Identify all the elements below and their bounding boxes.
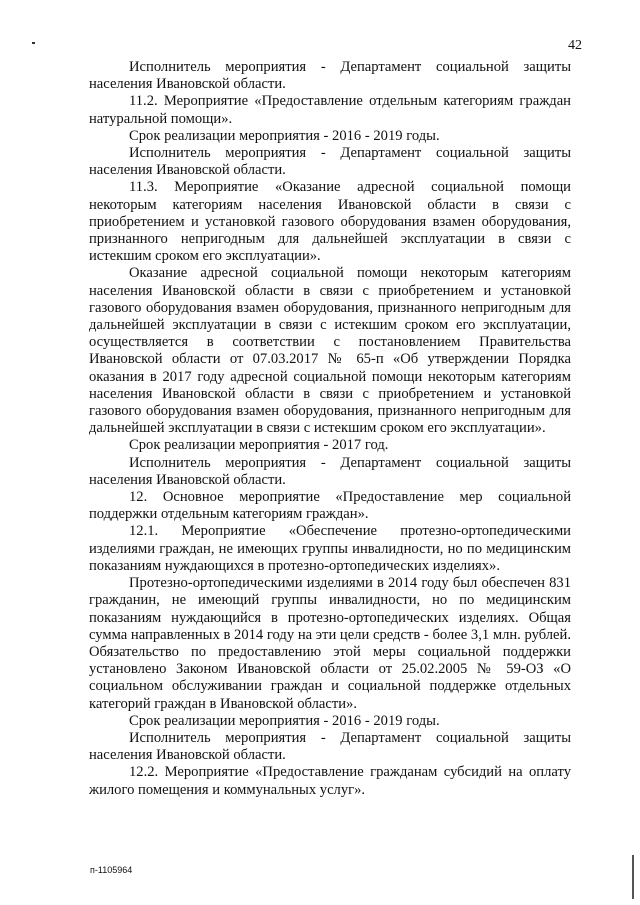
paragraph-executor-2: Исполнитель мероприятия - Департамент социальной защиты населения Ивановской области. [89,145,571,179]
document-body [89,59,571,799]
scan-speck [32,42,35,44]
paragraph-executor-1: Исполнитель мероприятия - Департамент социальной защиты населения Ивановской области. [89,59,571,93]
paragraph-measure-12-1: 12.1. Мероприятие «Обеспечение протезно-ортопедическими изделиями граждан, не имеющих группы инвалидности, но по медицинским показаниям нуждающихся в протезно-ортопедических изделиях». [89,523,571,574]
paragraph-measure-12-2: 12.2. Мероприятие «Предоставление гражданам субсидий на оплату жилого помещения и коммунальных услуг». [89,764,571,798]
paragraph-measure-11-3: 11.3. Мероприятие «Оказание адресной социальной помощи некоторым категориям населения Ивановской области в связи с приобретением и установкой газового оборудования взамен оборудования, признанного непригодным для дальнейшей эксплуатации в связи с истекшим сроком его эксплуатации». [89,179,571,265]
paragraph-executor-3: Исполнитель мероприятия - Департамент социальной защиты населения Ивановской области. [89,454,571,488]
scan-edge-mark [632,855,634,899]
paragraph-term-2: Срок реализации мероприятия - 2017 год. [129,437,389,454]
page-number: 42 [568,38,582,53]
paragraph-executor-4: Исполнитель мероприятия - Департамент социальной защиты населения Ивановской области. [89,729,571,764]
paragraph-term-3: Срок реализации мероприятия - 2016 - 2019 годы. [129,712,440,729]
paragraph-gas-equipment-assistance: Оказание адресной социальной помощи некоторым категориям населения Ивановской области в связи с приобретением и установкой газового оборудования взамен оборудования, признанного непригодным для дальнейшей эксплуатации в связи с истекшим сроком его эксплуатации, осуществляется в соответствии с постановлением Правительства Ивановской области от 07.03.2017 № 65-п «Об утверждении Порядка оказания в 2017 году адресной социальной помощи некоторым категориям населения Ивановской области в связи с приобретением и установкой газового оборудования взамен оборудования, признанного непригодным для дальнейшей эксплуатации в связи с истекшим сроком его эксплуатации». [89,265,571,437]
paragraph-term-1: Срок реализации мероприятия - 2016 - 2019 годы. [129,127,440,144]
paragraph-main-measure-12: 12. Основное мероприятие «Предоставление мер социальной поддержки отдельным категориям граждан». [89,489,571,523]
footer-document-code: п-1105964 [90,865,133,875]
paragraph-measure-11-2: 11.2. Мероприятие «Предоставление отдельным категориям граждан натуральной помощи». [89,93,571,127]
paragraph-prosthetic-provision: Протезно-ортопедическими изделиями в 2014 году был обеспечен 831 гражданин, не имеющий группы инвалидности, но по медицинским показаниям нуждающийся в протезно-ортопедических изделиях. Общая сумма направленных в 2014 году на эти цели средств - более 3,1 млн. рублей. Обязательство по предоставлению этой меры социальной поддержки установлено Законом Ивановской области от 25.02.2005 № 59-ОЗ «О социальном обслуживании граждан и социальной поддержке отдельных категорий граждан в Ивановской области». [89,575,571,712]
